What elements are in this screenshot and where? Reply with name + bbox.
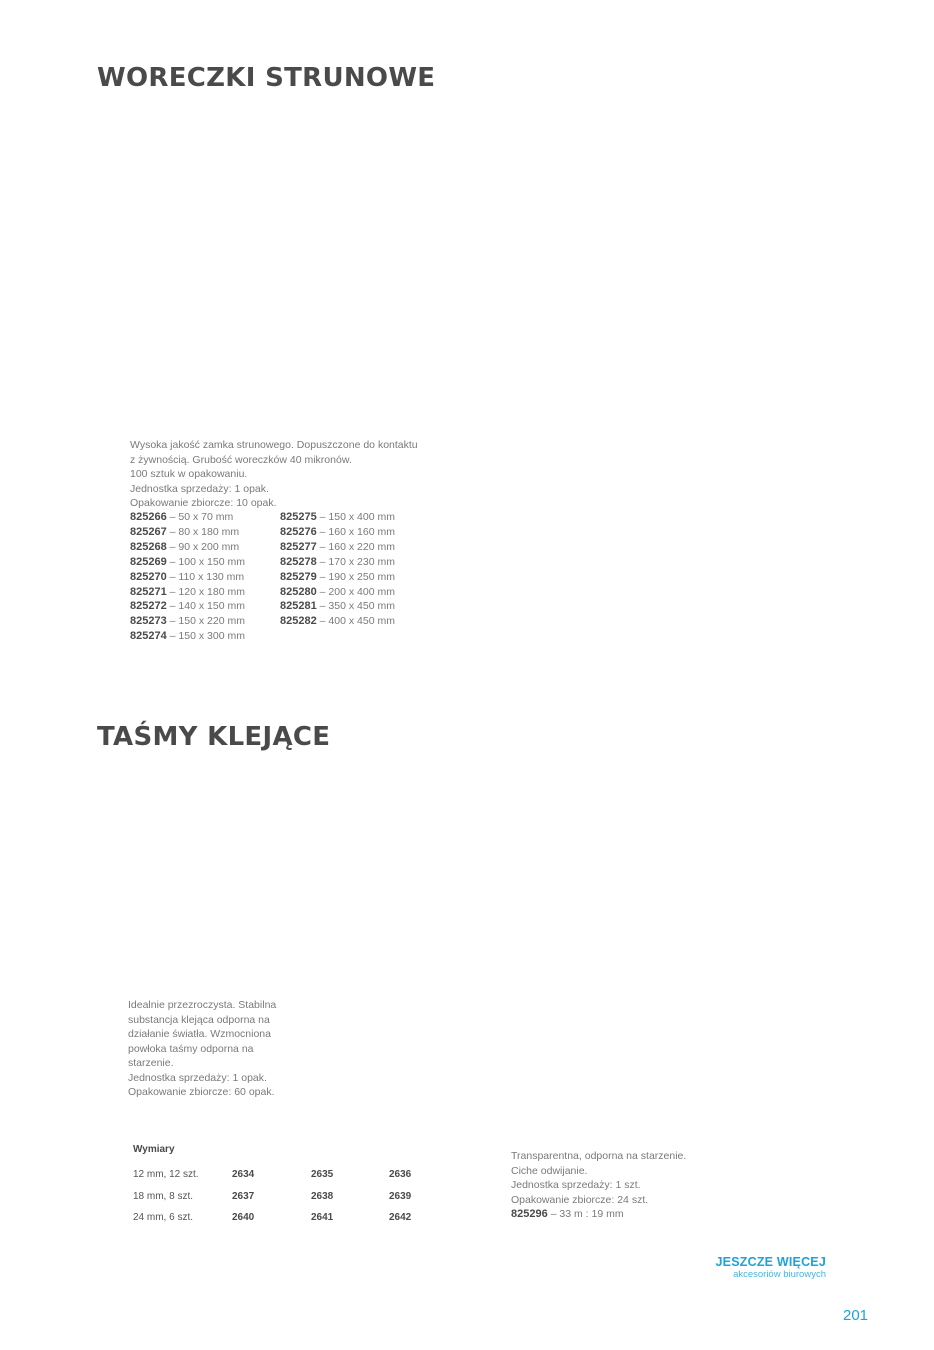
section-title-tasmy: TAŚMY KLEJĄCE [97,722,331,752]
product-code: 825273 [130,615,167,628]
description-line: 100 sztuk w opakowaniu. [130,468,248,480]
product-row: 825296 – 33 m : 19 mm [511,1208,624,1220]
product-size: 33 m : 19 mm [559,1208,624,1220]
product-row: 825271 – 120 x 180 mm [130,585,245,598]
product-code: 825271 [130,585,167,598]
more-subtitle: akcesoriów biurowych [733,1269,826,1280]
product-row: 825272 – 140 x 150 mm [130,600,245,613]
product-code: 825272 [130,600,167,613]
product-size: 190 x 250 mm [328,570,395,583]
product-size: 100 x 150 mm [178,555,245,568]
table-cell-code: 2637 [232,1190,255,1202]
product-row: 825282 – 400 x 450 mm [280,615,395,628]
tape-dimensions-table [133,1142,412,1229]
description-line: substancja klejąca odporna na [128,1013,270,1026]
table-header: Wymiary [133,1144,175,1155]
table-cell-dimension: 24 mm, 6 szt. [133,1212,194,1223]
product-list-right [280,510,395,629]
product-code: 825282 [280,615,317,628]
tasmy-description [128,998,276,1100]
description-line: Jednostka sprzedaży: 1 szt. [511,1179,641,1191]
table-cell-code: 2642 [389,1212,412,1223]
product-row: 825274 – 150 x 300 mm [130,630,245,643]
product-row: 825280 – 200 x 400 mm [280,585,395,598]
product-code: 825266 [130,511,167,523]
section-title-woreczki: WORECZKI STRUNOWE [97,63,436,93]
description-line: Wysoka jakość zamka strunowego. Dopuszczone do kontaktu [130,439,418,451]
description-line: Jednostka sprzedaży: 1 opak. [128,1071,267,1084]
product-code: 825268 [130,540,167,553]
table-cell-dimension: 12 mm, 12 szt. [133,1169,199,1180]
product-size: 110 x 130 mm [178,570,245,583]
product-size: 160 x 220 mm [328,540,395,553]
product-row: 825275 – 150 x 400 mm [280,511,395,523]
description-line: Opakowanie zbiorcze: 60 opak. [128,1086,275,1098]
description-line: Opakowanie zbiorcze: 10 opak. [130,497,277,509]
product-code: 825280 [280,585,317,598]
table-cell-dimension: 18 mm, 8 szt. [133,1190,194,1202]
product-code: 825267 [130,525,167,538]
table-cell-code: 2636 [389,1169,412,1180]
product-list-left [130,510,245,644]
product-size: 90 x 200 mm [178,540,240,553]
product-size: 350 x 450 mm [328,600,395,613]
product-size: 400 x 450 mm [328,615,395,628]
product-code: 825296 [511,1208,548,1220]
product-row: 825281 – 350 x 450 mm [280,600,395,613]
table-row [133,1207,412,1229]
product-row: 825278 – 170 x 230 mm [280,555,395,568]
table-row [133,1186,412,1208]
table-cell-code: 2641 [311,1212,334,1223]
table-cell-code: 2634 [232,1169,255,1180]
more-accessories-banner[interactable] [716,1255,826,1280]
product-code: 825276 [280,525,317,538]
product-row: 825270 – 110 x 130 mm [130,570,245,583]
product-size: 140 x 150 mm [178,600,245,613]
page-number: 201 [843,1307,869,1324]
product-row: 825267 – 80 x 180 mm [130,525,240,538]
product-row: 825276 – 160 x 160 mm [280,525,395,538]
description-line: Transparentna, odporna na starzenie. [511,1150,687,1162]
table-cell-code: 2640 [232,1212,255,1223]
dispenser-description [511,1149,686,1222]
product-code: 825274 [130,630,167,643]
product-code: 825277 [280,540,317,553]
product-size: 80 x 180 mm [178,525,240,538]
table-cell-code: 2638 [311,1190,334,1202]
description-line: Opakowanie zbiorcze: 24 szt. [511,1193,649,1206]
description-line: Ciche odwijanie. [511,1164,588,1177]
product-code: 825270 [130,570,167,583]
product-size: 150 x 400 mm [328,511,395,523]
product-size: 150 x 220 mm [178,615,245,628]
product-size: 120 x 180 mm [178,585,245,598]
description-line: działanie światła. Wzmocniona [128,1028,271,1040]
product-row: 825273 – 150 x 220 mm [130,615,245,628]
product-code: 825278 [280,555,317,568]
product-size: 170 x 230 mm [328,555,395,568]
description-line: starzenie. [128,1057,174,1069]
product-row: 825266 – 50 x 70 mm [130,511,234,523]
description-line: z żywnością. Grubość woreczków 40 mikronów. [130,453,352,466]
table-row [133,1164,412,1186]
description-line: Idealnie przezroczysta. Stabilna [128,999,277,1011]
more-title: JESZCZE WIĘCEJ [715,1255,826,1269]
product-code: 825275 [280,511,317,523]
product-code: 825269 [130,555,167,568]
product-row: 825268 – 90 x 200 mm [130,540,240,553]
table-cell-code: 2635 [311,1169,334,1180]
product-size: 200 x 400 mm [328,585,395,598]
table-cell-code: 2639 [389,1190,412,1202]
product-code: 825279 [280,570,317,583]
product-size: 150 x 300 mm [178,630,245,643]
product-code: 825281 [280,600,317,613]
woreczki-description [130,438,418,511]
product-row: 825279 – 190 x 250 mm [280,570,395,583]
description-line: powłoka taśmy odporna na [128,1042,254,1055]
description-line: Jednostka sprzedaży: 1 opak. [130,482,269,495]
product-size: 50 x 70 mm [178,511,234,523]
product-size: 160 x 160 mm [328,525,395,538]
product-row: 825277 – 160 x 220 mm [280,540,395,553]
product-row: 825269 – 100 x 150 mm [130,555,245,568]
